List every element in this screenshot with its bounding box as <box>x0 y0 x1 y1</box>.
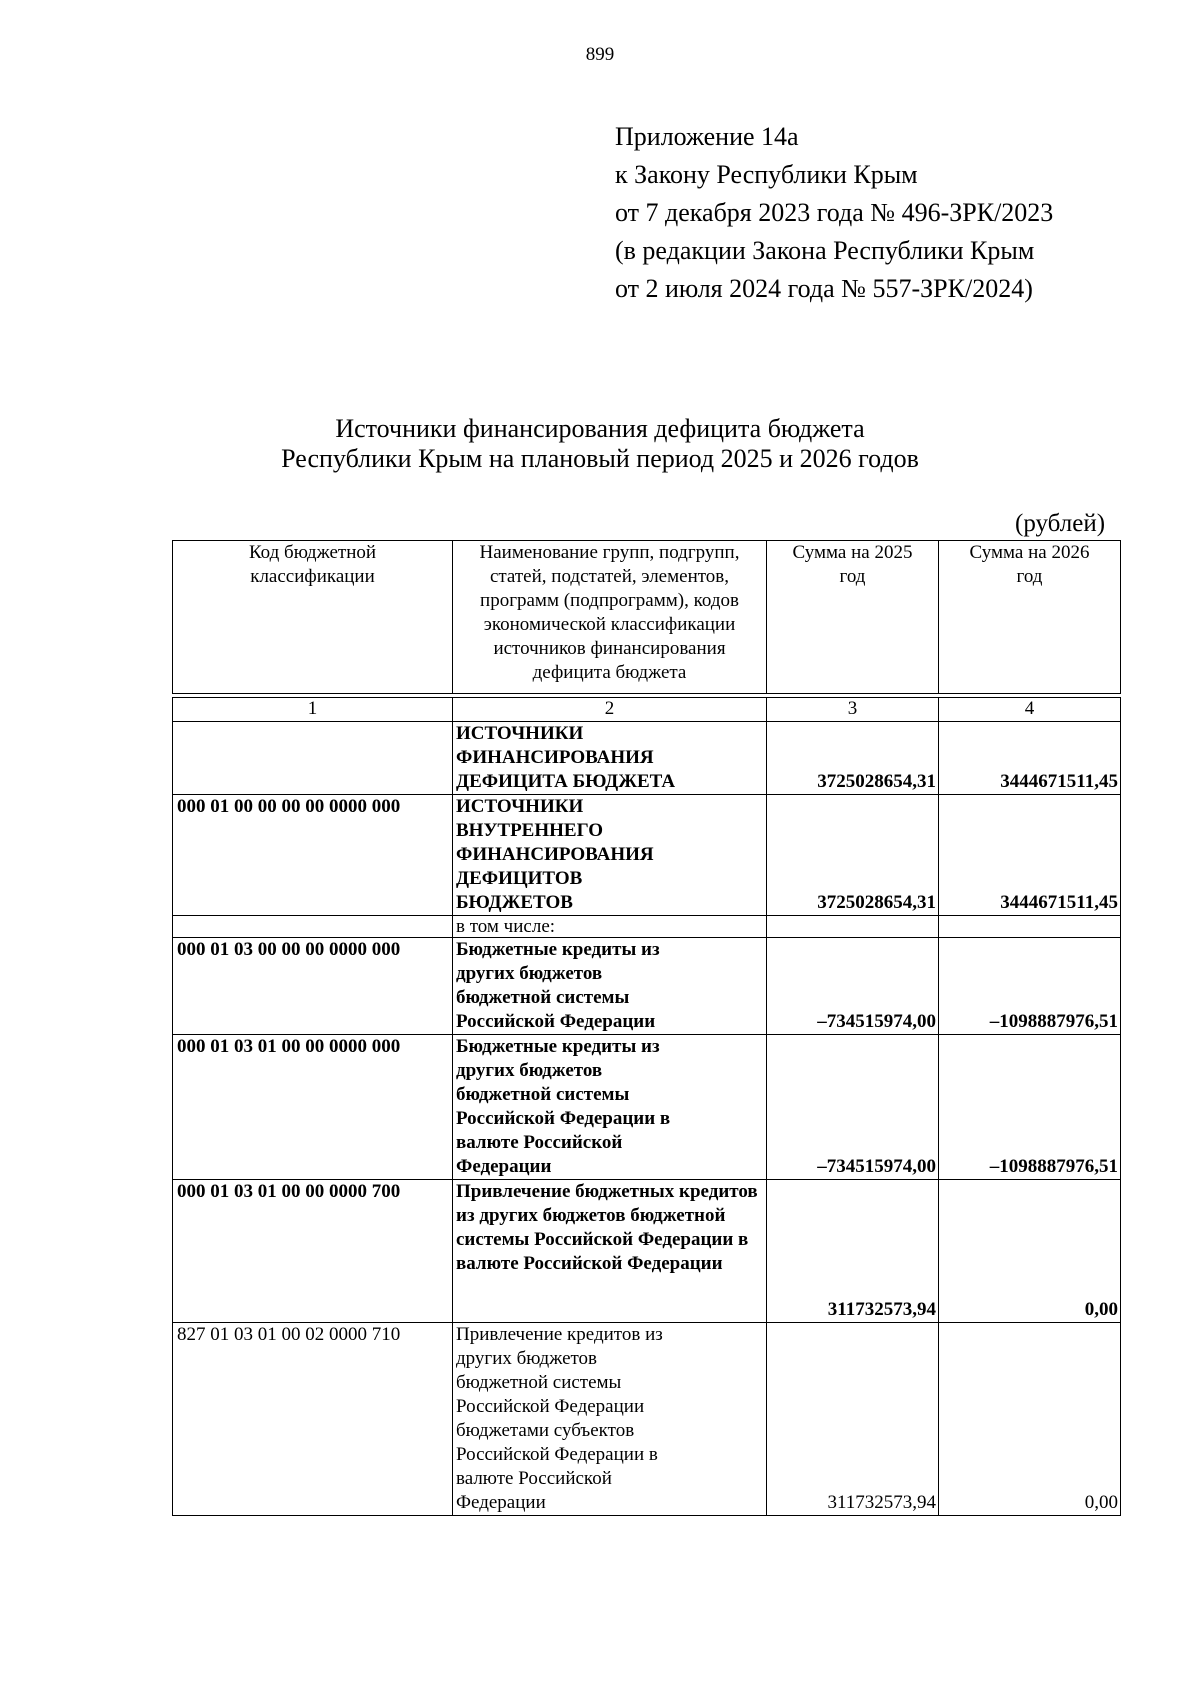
title-line-2: Республики Крым на плановый период 2025 и 2026 годов <box>281 444 919 473</box>
document-title <box>0 414 1200 474</box>
header-code: Код бюджетной классификации <box>173 541 453 694</box>
row-sum-2025: 3725028654,31 <box>767 722 939 795</box>
appendix-line-1: Приложение 14а <box>615 122 799 151</box>
units-label: (рублей) <box>1015 510 1106 537</box>
column-number: 3 <box>767 698 939 722</box>
row-code: 000 01 03 00 00 00 0000 000 <box>173 938 453 1035</box>
row-sum-2026 <box>939 916 1121 938</box>
row-name: Привлечение кредитов из других бюджетов бюджетной системы Российской Федерации бюджетами субъектов Российской Федерации в валюте Российской Федерации <box>453 1323 767 1516</box>
row-name: Бюджетные кредиты из других бюджетов бюджетной системы Российской Федерации в валюте Российской Федерации <box>453 1035 767 1180</box>
column-number-row <box>173 698 1121 722</box>
title-line-1: Источники финансирования дефицита бюджета <box>335 414 865 443</box>
row-name: ИСТОЧНИКИ ФИНАНСИРОВАНИЯ ДЕФИЦИТА БЮДЖЕТА <box>453 722 767 795</box>
appendix-block <box>615 118 1053 308</box>
row-sum-2025: –734515974,00 <box>767 938 939 1035</box>
row-sum-2025: 3725028654,31 <box>767 795 939 916</box>
table-row <box>173 916 1121 938</box>
row-name: ИСТОЧНИКИ ВНУТРЕННЕГО ФИНАНСИРОВАНИЯ ДЕФИЦИТОВ БЮДЖЕТОВ <box>453 795 767 916</box>
table-row <box>173 1035 1121 1180</box>
row-sum-2026: 3444671511,45 <box>939 722 1121 795</box>
row-code: 000 01 00 00 00 00 0000 000 <box>173 795 453 916</box>
row-name: Бюджетные кредиты из других бюджетов бюджетной системы Российской Федерации <box>453 938 767 1035</box>
row-sum-2026: 0,00 <box>939 1323 1121 1516</box>
column-number: 4 <box>939 698 1121 722</box>
row-sum-2025: 311732573,94 <box>767 1180 939 1323</box>
row-code: 000 01 03 01 00 00 0000 700 <box>173 1180 453 1323</box>
row-sum-2026: 0,00 <box>939 1180 1121 1323</box>
page-number: 899 <box>585 44 615 65</box>
row-name: в том числе: <box>453 916 767 938</box>
header-name: Наименование групп, подгрупп, статей, подстатей, элементов, программ (подпрограмм), кодов экономической классификации источников финансирования дефицита бюджета <box>453 541 767 694</box>
table-row <box>173 722 1121 795</box>
row-sum-2026: –1098887976,51 <box>939 938 1121 1035</box>
row-name: Привлечение бюджетных кредитов из других бюджетов бюджетной системы Российской Федерации в валюте Российской Федерации <box>453 1180 767 1323</box>
row-sum-2025: –734515974,00 <box>767 1035 939 1180</box>
table-row <box>173 795 1121 916</box>
column-number: 1 <box>173 698 453 722</box>
budget-table <box>172 697 1121 1516</box>
appendix-line-3: от 7 декабря 2023 года № 496-ЗРК/2023 <box>615 198 1054 227</box>
row-code <box>173 916 453 938</box>
row-code: 827 01 03 01 00 02 0000 710 <box>173 1323 453 1516</box>
table-row <box>173 1323 1121 1516</box>
row-code <box>173 722 453 795</box>
row-code: 000 01 03 01 00 00 0000 000 <box>173 1035 453 1180</box>
row-sum-2026: 3444671511,45 <box>939 795 1121 916</box>
table-header <box>172 540 1121 694</box>
table-row <box>173 1180 1121 1323</box>
appendix-line-2: к Закону Республики Крым <box>615 160 918 189</box>
row-sum-2025: 311732573,94 <box>767 1323 939 1516</box>
row-sum-2026: –1098887976,51 <box>939 1035 1121 1180</box>
appendix-line-5: от 2 июля 2024 года № 557-ЗРК/2024) <box>615 274 1033 303</box>
row-sum-2025 <box>767 916 939 938</box>
header-sum-2026: Сумма на 2026 год <box>939 541 1121 694</box>
header-sum-2025: Сумма на 2025 год <box>767 541 939 694</box>
column-number: 2 <box>453 698 767 722</box>
table-row <box>173 938 1121 1035</box>
appendix-line-4: (в редакции Закона Республики Крым <box>615 236 1035 265</box>
